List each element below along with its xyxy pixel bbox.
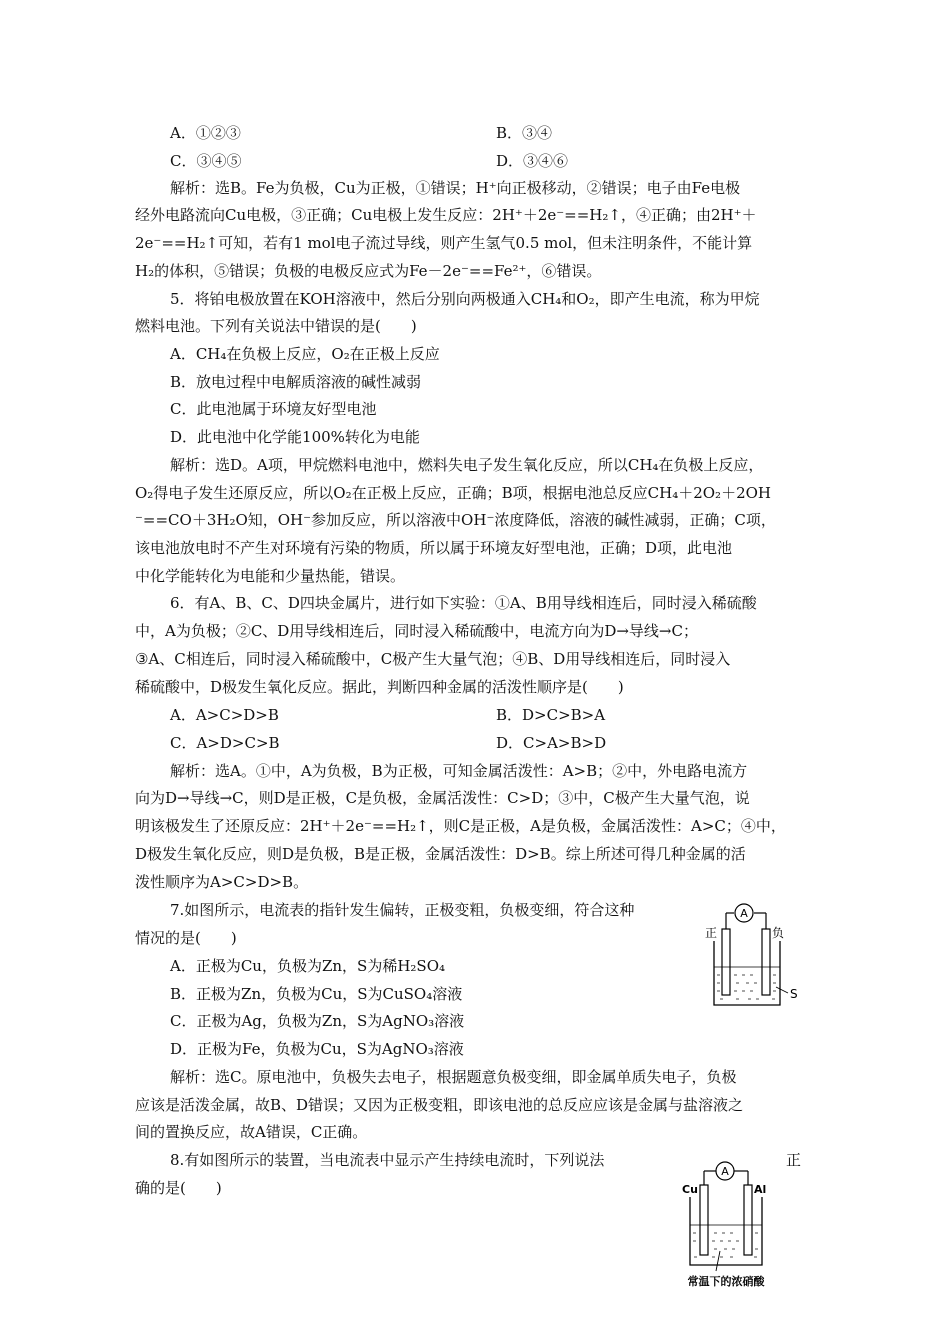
q8-circuit-figure: [672, 1155, 792, 1290]
q5-explanation-line: ⁻==CO＋3H₂O知，OH⁻参加反应，所以溶液中OH⁻浓度降低，溶液的碱性减弱，正确；C项，: [135, 511, 776, 529]
q7-stem-line: 7.如图所示，电流表的指针发生偏转，正极变粗，负极变细，符合这种: [170, 901, 635, 919]
q7-option-a: A．正极为Cu，负极为Zn，S为稀H₂SO₄: [170, 957, 446, 975]
q8-stem-line: 确的是( ): [135, 1179, 222, 1197]
q6-stem-line: 6．有A、B、C、D四块金属片，进行如下实验：①A、B用导线相连后，同时浸入稀硫酸: [170, 594, 757, 612]
q4-explanation-line: 解析：选B。Fe为负极，Cu为正极，①错误；H⁺向正极移动，②错误；电子由Fe电极: [170, 179, 741, 197]
q7-option-c: C．正极为Ag，负极为Zn，S为AgNO₃溶液: [170, 1012, 465, 1030]
ammeter-label: A: [740, 907, 748, 920]
q5-explanation-line: 解析：选D。A项，甲烷燃料电池中，燃料失电子发生氧化反应，所以CH₄在负极上反应，: [170, 456, 764, 474]
q5-stem-line: 燃料电池。下列有关说法中错误的是( ): [135, 317, 417, 335]
q5-stem-line: 5．将铂电极放置在KOH溶液中，然后分别向两极通入CH₄和O₂，即产生电流，称为甲烷: [170, 290, 760, 308]
ammeter-label: A: [721, 1165, 729, 1178]
q4-option-a: A．①②③: [170, 124, 241, 142]
q4-option-d: D．③④⑥: [496, 152, 569, 170]
positive-electrode-label: 正: [705, 926, 718, 940]
q5-explanation-line: O₂得电子发生还原反应，所以O₂在正极上反应，正确；B项，根据电池总反应CH₄＋2O₂＋2OH: [135, 484, 771, 502]
solution-label: S: [790, 987, 798, 1001]
q5-option-a: A．CH₄在负极上反应，O₂在正极上反应: [170, 345, 440, 363]
q6-explanation-line: 解析：选A。①中，A为负极，B为正极，可知金属活泼性：A>B；②中，外电路电流方: [170, 762, 748, 780]
copper-electrode: [700, 1185, 708, 1255]
q7-explanation-line: 间的置换反应，故A错误，C正确。: [135, 1123, 368, 1141]
q5-option-b: B．放电过程中电解质溶液的碱性减弱: [170, 373, 422, 391]
aluminum-electrode-label: Al: [754, 1183, 767, 1196]
figure-caption: 常温下的浓硝酸: [687, 1275, 765, 1288]
positive-electrode: [722, 929, 730, 995]
q7-option-d: D．正极为Fe，负极为Cu，S为AgNO₃溶液: [170, 1040, 464, 1058]
q7-stem-line: 情况的是( ): [135, 929, 237, 947]
negative-electrode-label: 负: [772, 926, 785, 940]
copper-electrode-label: Cu: [682, 1183, 698, 1196]
q6-stem-line: 稀硫酸中，D极发生氧化反应。据此，判断四种金属的活泼性顺序是( ): [135, 678, 624, 696]
negative-electrode: [762, 929, 770, 995]
q4-option-c: C．③④⑤: [170, 152, 242, 170]
q7-option-b: B．正极为Zn，负极为Cu，S为CuSO₄溶液: [170, 985, 463, 1003]
q4-explanation-line: H₂的体积，⑤错误；负极的电极反应式为Fe－2e⁻==Fe²⁺，⑥错误。: [135, 262, 602, 280]
q4-explanation-line: 2e⁻==H₂↑可知，若有1 mol电子流过导线，则产生氢气0.5 mol，但未注明条件，不能计算: [135, 234, 753, 252]
aluminum-electrode: [744, 1185, 752, 1255]
q6-explanation-line: 明该极发生了还原反应：2H⁺＋2e⁻==H₂↑，则C是正极，A是负极，金属活泼性：A>C；④中，: [135, 817, 786, 835]
q7-explanation-line: 解析：选C。原电池中，负极失去电子，根据题意负极变细，即金属单质失电子，负极: [170, 1068, 737, 1086]
q5-explanation-line: 该电池放电时不产生对环境有污染的物质，所以属于环境友好型电池，正确；D项，此电池: [135, 539, 733, 557]
q5-explanation-line: 中化学能转化为电能和少量热能，错误。: [135, 567, 406, 585]
q4-option-b: B．③④: [496, 124, 553, 142]
q5-option-d: D．此电池中化学能100%转化为电能: [170, 428, 420, 446]
q7-circuit-figure: [700, 895, 810, 1015]
q6-explanation-line: 向为D→导线→C，则D是正极，C是负极，金属活泼性：C>D；③中，C极产生大量气泡，说: [135, 789, 750, 807]
q5-option-c: C．此电池属于环境友好型电池: [170, 400, 377, 418]
q8-stem-line-end: 正: [786, 1151, 802, 1169]
q6-option-b: B．D>C>B>A: [496, 706, 606, 724]
q6-explanation-line: 泼性顺序为A>C>D>B。: [135, 873, 309, 891]
q6-option-c: C．A>D>C>B: [170, 734, 280, 752]
q8-stem-line: 8.有如图所示的装置，当电流表中显示产生持续电流时，下列说法: [170, 1151, 605, 1169]
q6-stem-line: 中，A为负极；②C、D用导线相连后，同时浸入稀硫酸中，电流方向为D→导线→C；: [135, 622, 698, 640]
q6-option-a: A．A>C>D>B: [170, 706, 279, 724]
q6-explanation-line: D极发生氧化反应，则D是负极，B是正极，金属活泼性：D>B。综上所述可得几种金属的活: [135, 845, 746, 863]
q7-explanation-line: 应该是活泼金属，故B、D错误；又因为正极变粗，即该电池的总反应应该是金属与盐溶液之: [135, 1096, 744, 1114]
q4-explanation-line: 经外电路流向Cu电极，③正确；Cu电极上发生反应：2H⁺＋2e⁻==H₂↑，④正确；由2H⁺＋: [135, 206, 757, 224]
q6-option-d: D．C>A>B>D: [496, 734, 607, 752]
q6-stem-line: ③A、C相连后，同时浸入稀硫酸中，C极产生大量气泡；④B、D用导线相连后，同时浸入: [135, 650, 731, 668]
